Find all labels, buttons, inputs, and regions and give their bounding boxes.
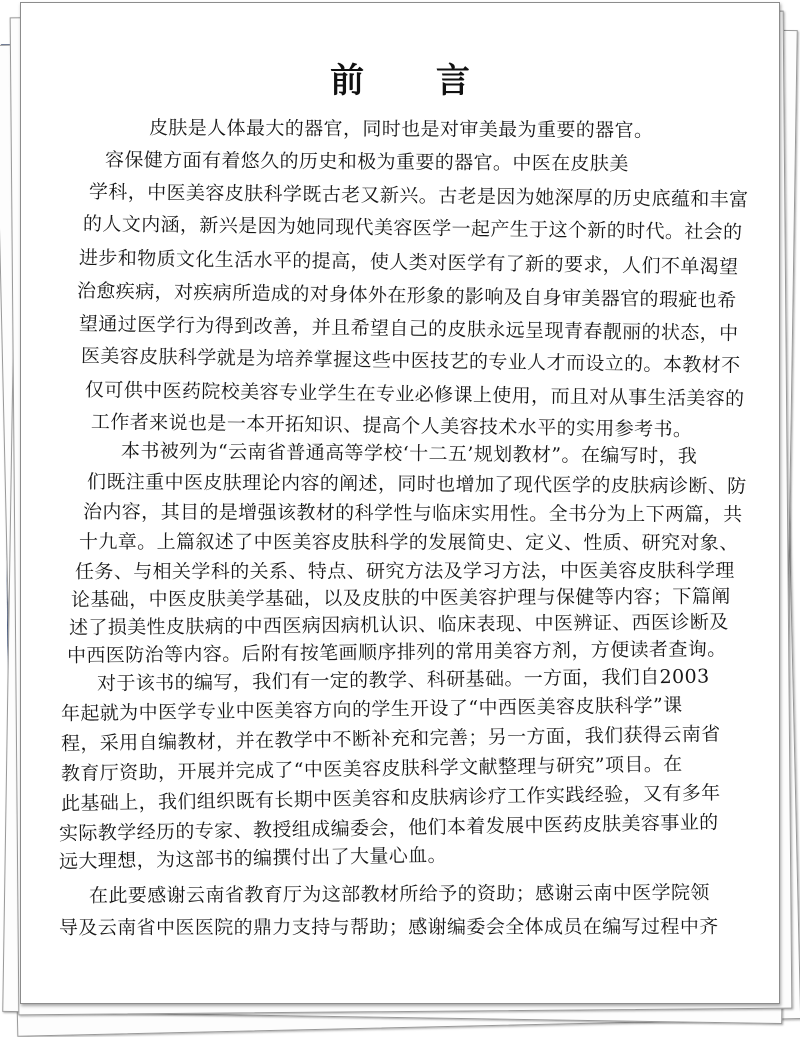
text-line: 对于该书的编写，我们有一定的教学、科研基础。一方面，我们自2003	[96, 665, 710, 695]
page-title: 前 言	[330, 61, 500, 101]
text-line: 述了损美性皮肤病的中西医病因病机认识、临床表现、中医辨证、西医诊断及	[68, 611, 729, 639]
text-line: 年起就为中医学专业中医美容方向的学生开设了“中西医美容皮肤科学”课	[60, 694, 683, 725]
text-line: 容保健方面有着悠久的历史和极为重要的器官。中医在皮肤美	[104, 149, 629, 176]
text-line: 导及云南省中医医院的鼎力支持与帮助；感谢编委会全体成员在编写过程中齐	[58, 915, 719, 939]
text-line: 学科，中医美容皮肤科学既古老又新兴。古老是因为她深厚的历史底蕴和丰富	[88, 181, 749, 212]
text-line: 在此要感谢云南省教育厅为这部教材所给予的资助；感谢云南中医学院领	[88, 881, 710, 907]
text-line: 望通过医学行为得到改善，并且希望自己的皮肤永远呈现青春靓丽的状态，中	[78, 313, 739, 345]
text-line: 教育厅资助，开展并完成了“中医美容皮肤科学文献整理与研究”项目。在	[60, 753, 683, 785]
text-line: 进步和物质文化生活水平的提高，使人类对医学有了新的要求，人们不单渴望	[78, 247, 739, 279]
text-line: 实际教学经历的专家、教授组成编委会，他们本着发展中医药皮肤美容事业的	[58, 811, 719, 845]
text-line: 仅可供中医药院校美容专业学生在专业必修课上使用，而且对从事生活美容的	[84, 379, 745, 411]
text-line: 治内容，其目的是增强该教材的科学性与临床实用性。全书分为上下两篇，共	[82, 501, 743, 526]
text-line: 任务、与相关学科的关系、特点、研究方法及学习方法，中医美容皮肤科学理	[74, 559, 735, 583]
text-line: 工作者来说也是一本开拓知识、提高个人美容技术水平的实用参考书。	[90, 411, 693, 441]
text-line: 此基础上，我们组织既有长期中医美容和皮肤病诊疗工作实践经验，又有多年	[60, 782, 721, 815]
text-line: 皮肤是人体最大的器官，同时也是对审美最为重要的器官。	[148, 117, 654, 142]
text-line: 程，采用自编教材，并在教学中不断补充和完善；另一方面，我们获得云南省	[60, 723, 721, 755]
text-line: 本书被列为“云南省普通高等学校‘十二五’规划教材”。在编写时，我	[120, 440, 698, 468]
text-line: 们既注重中医皮肤理论内容的阐述，同时也增加了现代医学的皮肤病诊断、防	[86, 471, 747, 498]
text-line: 中西医防治等内容。后附有按笔画顺序排列的常用美容方剂，方便读者查询。	[66, 638, 727, 667]
text-line: 医美容皮肤科学就是为培养掌握这些中医技艺的专业人才而设立的。本教材不	[80, 345, 741, 377]
text-line: 十九章。上篇叙述了中医美容皮肤科学的发展简史、定义、性质、研究对象、	[78, 531, 739, 555]
text-line: 远大理想，为这部书的编撰付出了大量心血。	[58, 844, 448, 873]
preface-page	[20, 2, 780, 1004]
text-line: 的人文内涵，新兴是因为她同现代美容医学一起产生于这个新的时代。社会的	[82, 213, 743, 244]
text-line: 治愈疾病，对疾病所造成的对身体外在形象的影响及自身审美器官的瑕疵也希	[76, 280, 737, 312]
text-line: 论基础，中医皮肤美学基础，以及皮肤的中医美容护理与保健等内容；下篇阐	[70, 585, 731, 611]
